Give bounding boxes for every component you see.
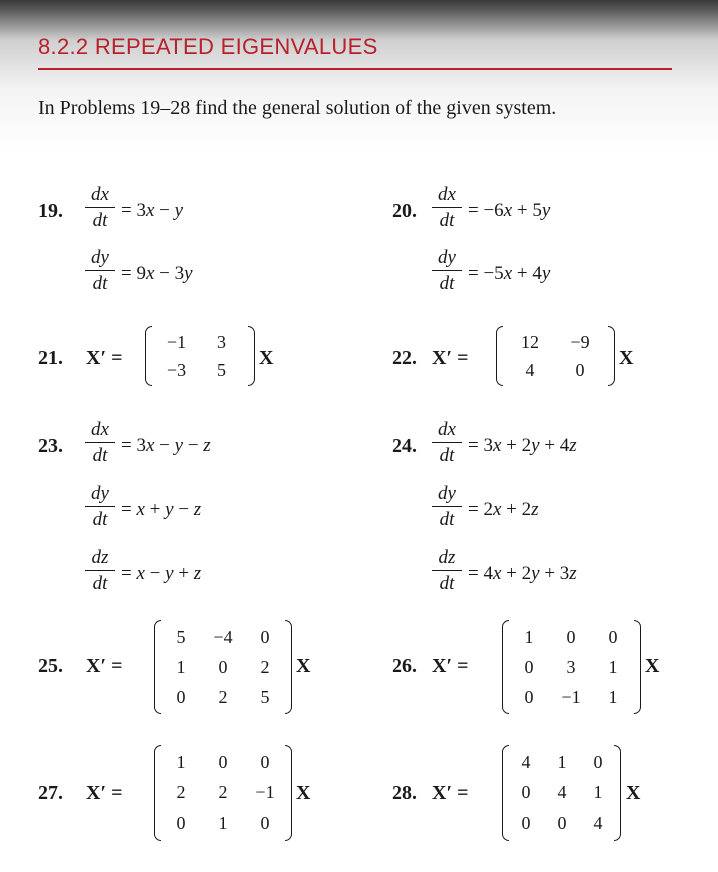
matrix-cell: 0	[524, 656, 534, 677]
matrix-cell: 3	[217, 331, 226, 352]
matrix-cell: −1	[166, 331, 187, 352]
problem-26-right-paren	[634, 620, 641, 714]
problem-25-vector: X	[296, 655, 311, 677]
denominator: dt	[92, 573, 108, 595]
problem-21-label: 21.	[38, 347, 63, 369]
problem-22-lhs: X′ =	[432, 347, 469, 369]
matrix-cell: 1	[176, 751, 186, 772]
matrix-cell: 5	[217, 359, 226, 380]
matrix-cell: 0	[176, 813, 186, 834]
matrix-cell: 4	[557, 782, 567, 803]
problem-24-eq1-derivative	[432, 419, 462, 467]
problem-27-right-paren	[285, 745, 292, 841]
problem-26-label: 26.	[392, 655, 417, 677]
matrix-cell: −1	[561, 686, 581, 707]
matrix-cell: 0	[260, 626, 270, 647]
denominator: dt	[92, 509, 108, 531]
matrix-cell: 0	[575, 359, 585, 380]
problem-24-eq2-rhs: = 2x + 2z	[468, 499, 539, 520]
matrix-cell: 2	[176, 782, 186, 803]
matrix-cell: 2	[218, 782, 228, 803]
matrix-cell: −9	[570, 331, 590, 352]
matrix-cell: 0	[608, 626, 618, 647]
problem-27-lhs: X′ =	[86, 782, 123, 804]
problem-19-eq2-derivative	[85, 247, 115, 295]
problem-23-label: 23.	[38, 435, 63, 457]
problem-23-eq1-derivative	[85, 419, 115, 467]
matrix-cell: 0	[260, 813, 270, 834]
numerator: dy	[91, 247, 109, 268]
problem-25-lhs: X′ =	[86, 655, 123, 677]
matrix-cell: 0	[524, 686, 534, 707]
matrix-cell: 0	[521, 813, 531, 834]
problem-24-eq3-rhs: = 4x + 2y + 3z	[468, 563, 577, 584]
numerator: dx	[91, 419, 109, 440]
matrix-cell: 1	[608, 656, 618, 677]
problem-28-matrix	[508, 747, 616, 839]
matrix-cell: 5	[176, 626, 186, 647]
matrix-cell: 1	[176, 656, 186, 677]
numerator: dy	[91, 483, 109, 504]
problem-24-eq1-rhs: = 3x + 2y + 4z	[468, 435, 577, 456]
problem-22-left-paren	[496, 326, 503, 386]
problem-24-eq2-derivative	[432, 483, 462, 531]
problem-22-right-paren	[608, 326, 615, 386]
problem-23-eq2-rhs: = x + y − z	[121, 499, 202, 520]
numerator: dy	[438, 247, 456, 268]
problem-26-matrix	[508, 622, 634, 712]
matrix-cell: 0	[557, 813, 567, 834]
matrix-cell: 0	[521, 782, 531, 803]
problem-27-matrix	[160, 747, 286, 839]
problem-25-label: 25.	[38, 655, 63, 677]
problem-23-eq2-derivative	[85, 483, 115, 531]
numerator: dz	[438, 547, 456, 568]
problem-25-right-paren	[285, 620, 292, 714]
intro-text: In Problems 19–28 find the general solution of the given system.	[38, 97, 557, 119]
problem-22-matrix	[505, 328, 605, 384]
problem-20-eq1-derivative	[432, 184, 462, 232]
denominator: dt	[439, 210, 455, 232]
matrix-cell: 0	[218, 656, 228, 677]
matrix-cell: −4	[213, 626, 233, 647]
problem-23-eq3-rhs: = x − y + z	[121, 563, 202, 584]
matrix-cell: 1	[593, 782, 603, 803]
problem-21-lhs: X′ =	[86, 347, 123, 369]
denominator: dt	[439, 445, 455, 467]
problem-19-eq2-rhs: = 9x − 3y	[121, 263, 193, 284]
problem-26-lhs: X′ =	[432, 655, 469, 677]
matrix-cell: 4	[521, 751, 531, 772]
matrix-cell: 0	[260, 751, 270, 772]
numerator: dy	[438, 483, 456, 504]
matrix-cell: 0	[593, 751, 603, 772]
problem-24-eq3-derivative	[432, 547, 462, 595]
matrix-cell: 3	[566, 656, 576, 677]
denominator: dt	[439, 509, 455, 531]
numerator: dx	[438, 184, 456, 205]
numerator: dx	[91, 184, 109, 205]
matrix-cell: 2	[260, 656, 270, 677]
numerator: dx	[438, 419, 456, 440]
denominator: dt	[92, 273, 108, 295]
problem-21-matrix	[154, 328, 244, 384]
problem-21-left-paren	[145, 326, 152, 386]
problem-25-matrix	[160, 622, 286, 712]
matrix-cell: 12	[521, 331, 539, 352]
matrix-cell: 5	[260, 686, 270, 707]
problem-28-vector: X	[626, 782, 641, 804]
problem-26-vector: X	[645, 655, 660, 677]
title-rule	[38, 68, 672, 70]
problem-20-eq2-rhs: = −5x + 4y	[468, 263, 551, 284]
problem-20-eq1-rhs: = −6x + 5y	[468, 200, 551, 221]
matrix-cell: 0	[566, 626, 576, 647]
problem-20-label: 20.	[392, 200, 417, 222]
matrix-cell: 2	[218, 686, 228, 707]
problem-19-eq1-derivative	[85, 184, 115, 232]
problem-24-label: 24.	[392, 435, 417, 457]
denominator: dt	[92, 210, 108, 232]
problem-27-label: 27.	[38, 782, 63, 804]
problem-28-right-paren	[614, 745, 621, 841]
matrix-cell: −3	[166, 359, 187, 380]
problem-28-lhs: X′ =	[432, 782, 469, 804]
matrix-cell: 4	[525, 359, 535, 380]
matrix-cell: 1	[524, 626, 534, 647]
problem-20-eq2-derivative	[432, 247, 462, 295]
matrix-cell: 1	[218, 813, 228, 834]
section-title: 8.2.2 REPEATED EIGENVALUES	[38, 34, 378, 59]
numerator: dz	[91, 547, 109, 568]
matrix-cell: 1	[557, 751, 567, 772]
denominator: dt	[439, 573, 455, 595]
problem-21-vector: X	[259, 347, 274, 369]
denominator: dt	[439, 273, 455, 295]
problem-21-right-paren	[248, 326, 255, 386]
matrix-cell: 1	[608, 686, 618, 707]
matrix-cell: 4	[593, 813, 603, 834]
matrix-cell: 0	[218, 751, 228, 772]
problem-22-label: 22.	[392, 347, 417, 369]
problem-19-eq1-rhs: = 3x − y	[121, 200, 184, 221]
problem-23-eq1-rhs: = 3x − y − z	[121, 435, 211, 456]
problem-23-eq3-derivative	[85, 547, 115, 595]
problem-19-label: 19.	[38, 200, 63, 222]
problem-27-vector: X	[296, 782, 311, 804]
problem-22-vector: X	[619, 347, 634, 369]
matrix-cell: 0	[176, 686, 186, 707]
problem-28-label: 28.	[392, 782, 417, 804]
matrix-cell: −1	[255, 782, 275, 803]
denominator: dt	[92, 445, 108, 467]
